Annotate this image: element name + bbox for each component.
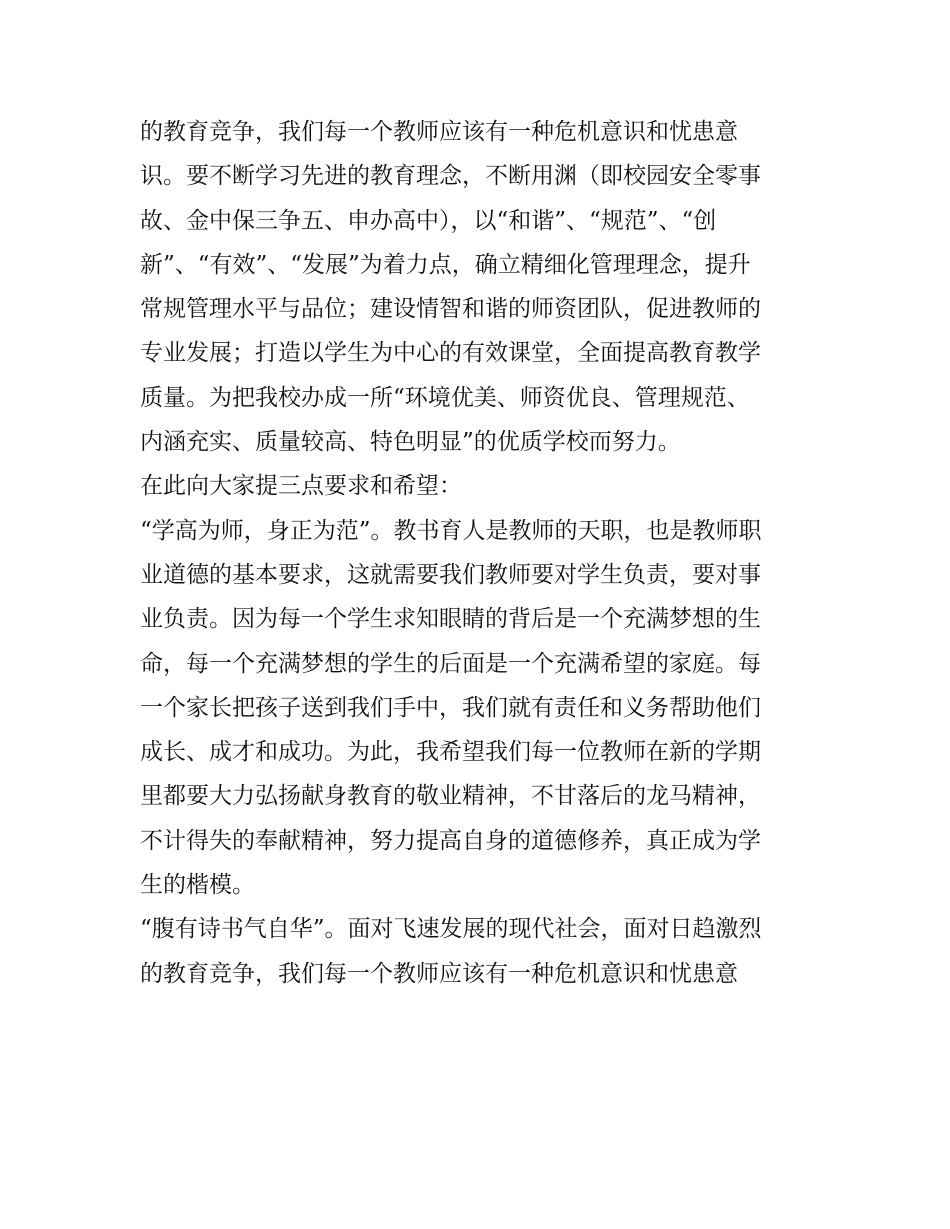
text-line: 的教育竞争，我们每一个教师应该有一种危机意识和忧患意: [140, 119, 738, 145]
text-line: 业道德的基本要求，这就需要我们教师要对学生负责，要对事: [140, 561, 761, 588]
text-line: 命，每一个充满梦想的学生的后面是一个充满希望的家庭。每: [140, 650, 761, 677]
text-line: 不计得失的奉献精神，努力提高自身的道德修养，真正成为学: [140, 827, 761, 854]
text-line: 成长、成才和成功。为此，我希望我们每一位教师在新的学期: [140, 739, 761, 766]
text-line: 一个家长把孩子送到我们手中，我们就有责任和义务帮助他们: [140, 694, 761, 721]
text-line: 质量。为把我校办成一所“环境优美、师资优良、管理规范、: [140, 384, 750, 411]
text-line: “学高为师，身正为范”。教书育人是教师的天职，也是教师职: [140, 517, 762, 544]
text-line: 内涵充实、质量较高、特色明显”的优质学校而努力。: [140, 429, 681, 456]
text-line: 的教育竞争，我们每一个教师应该有一种危机意识和忧患意: [140, 960, 738, 987]
text-line: 新”、“有效”、“发展”为着力点，确立精细化管理理念，提升: [140, 251, 751, 278]
text-line: 业负责。因为每一个学生求知眼睛的背后是一个充满梦想的生: [140, 606, 761, 633]
text-line: 识。要不断学习先进的教育理念，不断用渊（即校园安全零事: [140, 163, 761, 190]
text-line: 故、金中保三争五、申办高中），以“和谐”、“规范”、“创: [140, 207, 717, 234]
text-line: 在此向大家提三点要求和希望：: [140, 473, 462, 500]
text-line: 专业发展；打造以学生为中心的有效课堂，全面提高教育教学: [140, 340, 761, 367]
body-text: [140, 110, 820, 996]
text-line: 常规管理水平与品位；建设情智和谐的师资团队，促进教师的: [140, 296, 761, 323]
text-line: “腹有诗书气自华”。面对飞速发展的现代社会，面对日趋激烈: [140, 916, 762, 943]
text-line: 里都要大力弘扬献身教育的敬业精神，不甘落后的龙马精神，: [140, 783, 761, 810]
text-line: 生的楷模。: [140, 872, 255, 899]
